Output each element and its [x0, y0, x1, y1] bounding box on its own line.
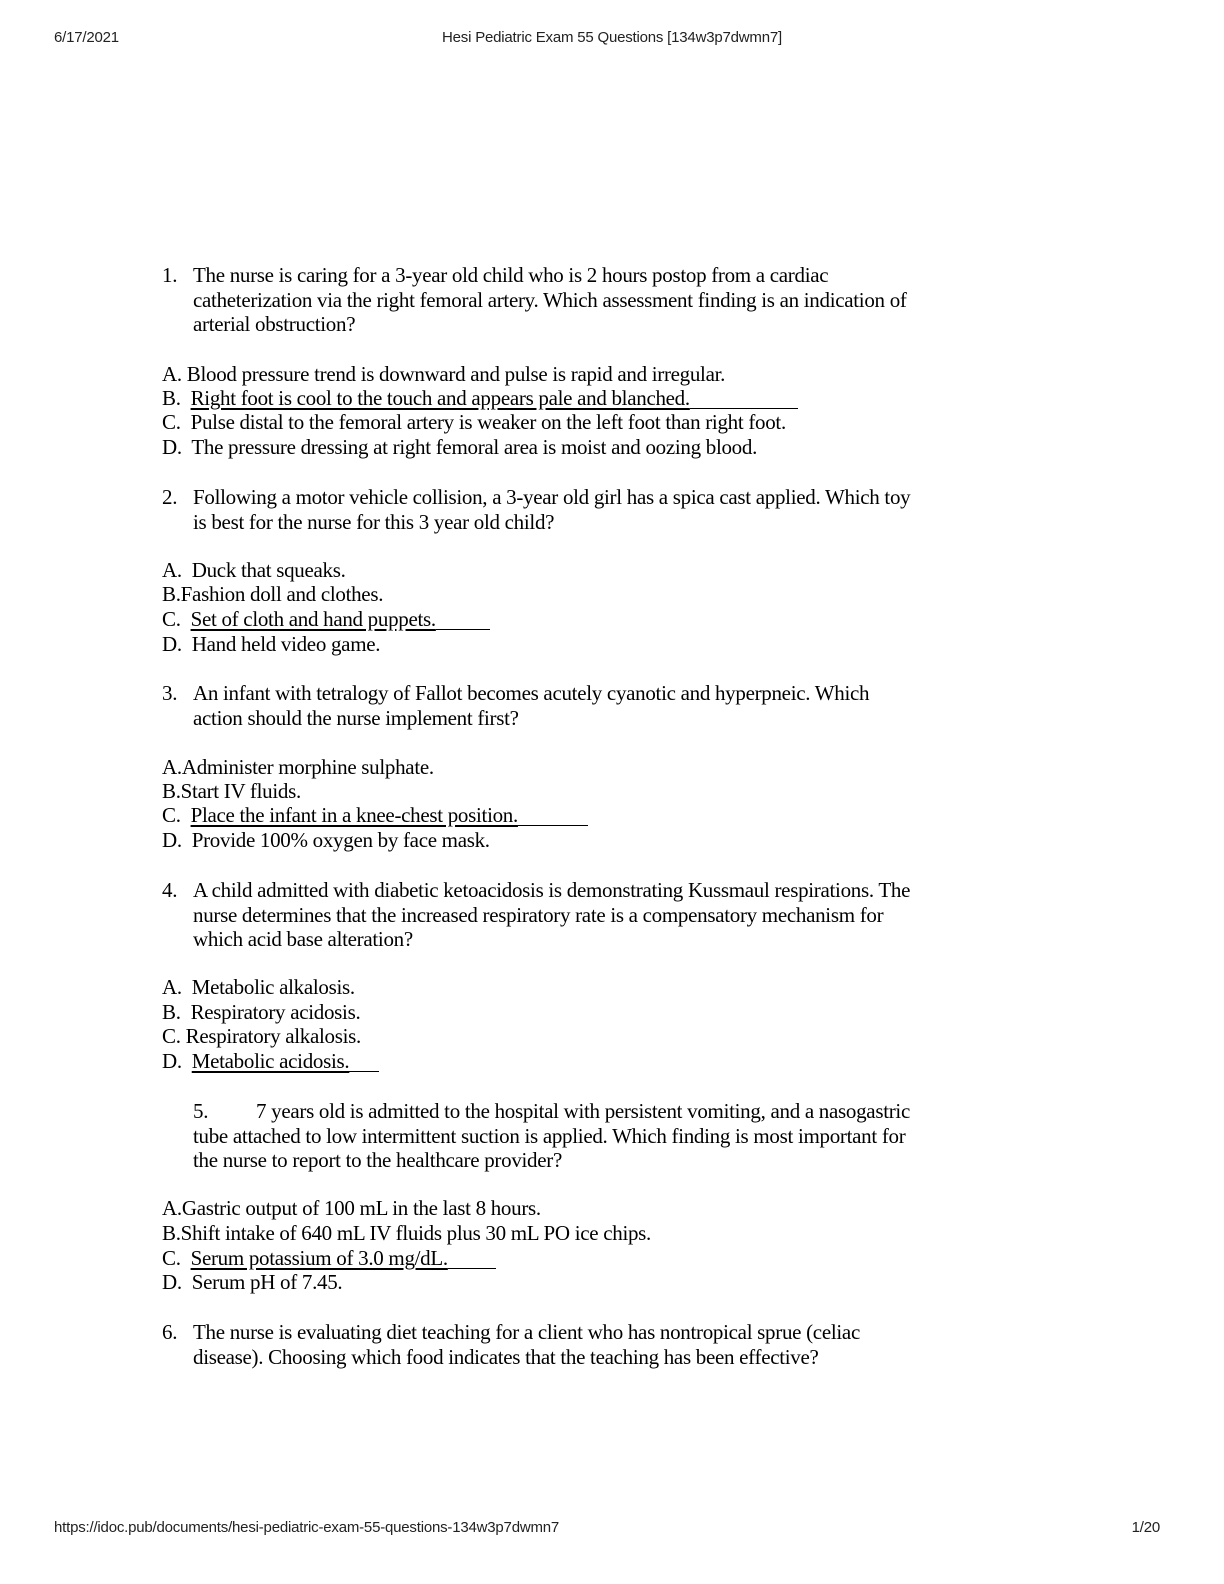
answer-underline: [349, 1070, 379, 1072]
question-text: [193, 1320, 963, 1369]
question-line: The nurse is caring for a 3-year old child who is 2 hours postop from a cardiac: [193, 263, 829, 287]
question-number: 5.: [193, 1099, 209, 1123]
page-number: 1/20: [1131, 1519, 1160, 1536]
option-text: The pressure dressing at right femoral area is moist and oozing blood.: [191, 435, 758, 459]
option-a: [162, 558, 346, 583]
option-text-underlined: Metabolic acidosis.: [191, 1049, 350, 1073]
option-d: [162, 1270, 342, 1295]
option-a: [162, 975, 355, 1000]
option-b: [162, 779, 301, 804]
question-line: The nurse is evaluating diet teaching for a client who has nontropical sprue (celiac: [193, 1320, 860, 1344]
option-text-underlined: Right foot is cool to the touch and appears pale and blanched.: [190, 386, 690, 410]
option-letter: D.: [162, 435, 182, 459]
question-number: 4.: [162, 878, 178, 902]
option-letter: C.: [162, 410, 181, 434]
question-line: disease). Choosing which food indicates that the teaching has been effective?: [193, 1344, 819, 1369]
question-text: [193, 681, 963, 730]
document-title: Hesi Pediatric Exam 55 Questions [134w3p7dwmn7]: [442, 29, 782, 46]
option-c-correct: [162, 803, 588, 828]
option-letter: A.: [162, 1196, 182, 1220]
option-letter: C.: [162, 1246, 181, 1270]
question-line: A child admitted with diabetic ketoacidosis is demonstrating Kussmaul respirations. The: [193, 878, 911, 902]
option-text: Provide 100% oxygen by face mask.: [191, 828, 490, 852]
question-line: action should the nurse implement first?: [193, 705, 519, 730]
option-letter: B.: [162, 779, 181, 803]
option-text: Gastric output of 100 mL in the last 8 hours.: [181, 1196, 541, 1220]
question-text: [193, 485, 963, 534]
option-c: [162, 1024, 361, 1049]
option-letter: D.: [162, 828, 182, 852]
question-line: arterial obstruction?: [193, 312, 356, 337]
option-a: [162, 362, 725, 387]
option-d-correct: [162, 1049, 379, 1074]
option-letter: B.: [162, 582, 181, 606]
option-text: Shift intake of 640 mL IV fluids plus 30 mL PO ice chips.: [180, 1221, 652, 1245]
question-number: 2.: [162, 485, 178, 509]
option-letter: D.: [162, 1270, 182, 1294]
option-d: [162, 632, 380, 657]
question-number: 3.: [162, 681, 178, 705]
option-text: Serum pH of 7.45.: [191, 1270, 343, 1294]
question-number: 6.: [162, 1320, 178, 1344]
question-line: Following a motor vehicle collision, a 3-year old girl has a spica cast applied. Which toy: [193, 485, 911, 509]
option-d: [162, 435, 757, 460]
option-d: [162, 828, 490, 853]
question-line: nurse determines that the increased respiratory rate is a compensatory mechanism for: [193, 902, 884, 927]
option-letter: A.: [162, 362, 182, 386]
question-line: which acid base alteration?: [193, 927, 413, 952]
option-text: Respiratory alkalosis.: [185, 1024, 361, 1048]
option-text: Duck that squeaks.: [191, 558, 346, 582]
option-text: Administer morphine sulphate.: [181, 755, 434, 779]
option-text: Pulse distal to the femoral artery is weaker on the left foot than right foot.: [190, 410, 786, 434]
option-letter: B.: [162, 386, 181, 410]
option-letter: A.: [162, 558, 182, 582]
option-c-correct: [162, 1246, 496, 1271]
option-a: [162, 1196, 541, 1221]
option-text: Respiratory acidosis.: [190, 1000, 361, 1024]
option-text-underlined: Set of cloth and hand puppets.: [190, 607, 436, 631]
option-a: [162, 755, 434, 780]
question-number: 1.: [162, 263, 178, 287]
option-text: Fashion doll and clothes.: [180, 582, 384, 606]
option-letter: A.: [162, 755, 182, 779]
option-letter: C.: [162, 1024, 181, 1048]
answer-underline: [690, 407, 798, 409]
option-b-correct: [162, 386, 798, 411]
answer-underline: [518, 824, 588, 826]
question-line: tube attached to low intermittent suction is applied. Which finding is most important for: [193, 1123, 906, 1148]
question-text: [193, 263, 963, 337]
question-text: [193, 1099, 963, 1173]
option-c-correct: [162, 607, 490, 632]
question-text: [193, 878, 963, 952]
option-b: [162, 1000, 360, 1025]
option-text-underlined: Place the infant in a knee-chest position.: [190, 803, 518, 827]
question-line: 7 years old is admitted to the hospital with persistent vomiting, and a nasogastric: [256, 1099, 910, 1123]
option-b: [162, 1221, 651, 1246]
option-letter: B.: [162, 1221, 181, 1245]
option-letter: C.: [162, 607, 181, 631]
answer-underline: [448, 1267, 496, 1269]
option-text: Hand held video game.: [191, 632, 381, 656]
option-text: Metabolic alkalosis.: [191, 975, 355, 999]
option-letter: B.: [162, 1000, 181, 1024]
question-line: is best for the nurse for this 3 year old child?: [193, 509, 555, 534]
option-letter: C.: [162, 803, 181, 827]
source-url[interactable]: https://idoc.pub/documents/hesi-pediatric-exam-55-questions-134w3p7dwmn7: [54, 1519, 560, 1536]
option-letter: A.: [162, 975, 182, 999]
option-letter: D.: [162, 1049, 182, 1073]
option-b: [162, 582, 383, 607]
option-text-underlined: Serum potassium of 3.0 mg/dL.: [190, 1246, 448, 1270]
option-letter: D.: [162, 632, 182, 656]
question-line: An infant with tetralogy of Fallot becomes acutely cyanotic and hyperpneic. Which: [193, 681, 870, 705]
answer-underline: [436, 628, 490, 630]
option-text: Start IV fluids.: [180, 779, 301, 803]
question-line: the nurse to report to the healthcare provider?: [193, 1148, 562, 1173]
question-line: catheterization via the right femoral artery. Which assessment finding is an indication of: [193, 287, 907, 312]
option-text: Blood pressure trend is downward and pulse is rapid and irregular.: [186, 362, 726, 386]
print-date: 6/17/2021: [54, 29, 119, 46]
option-c: [162, 410, 786, 435]
